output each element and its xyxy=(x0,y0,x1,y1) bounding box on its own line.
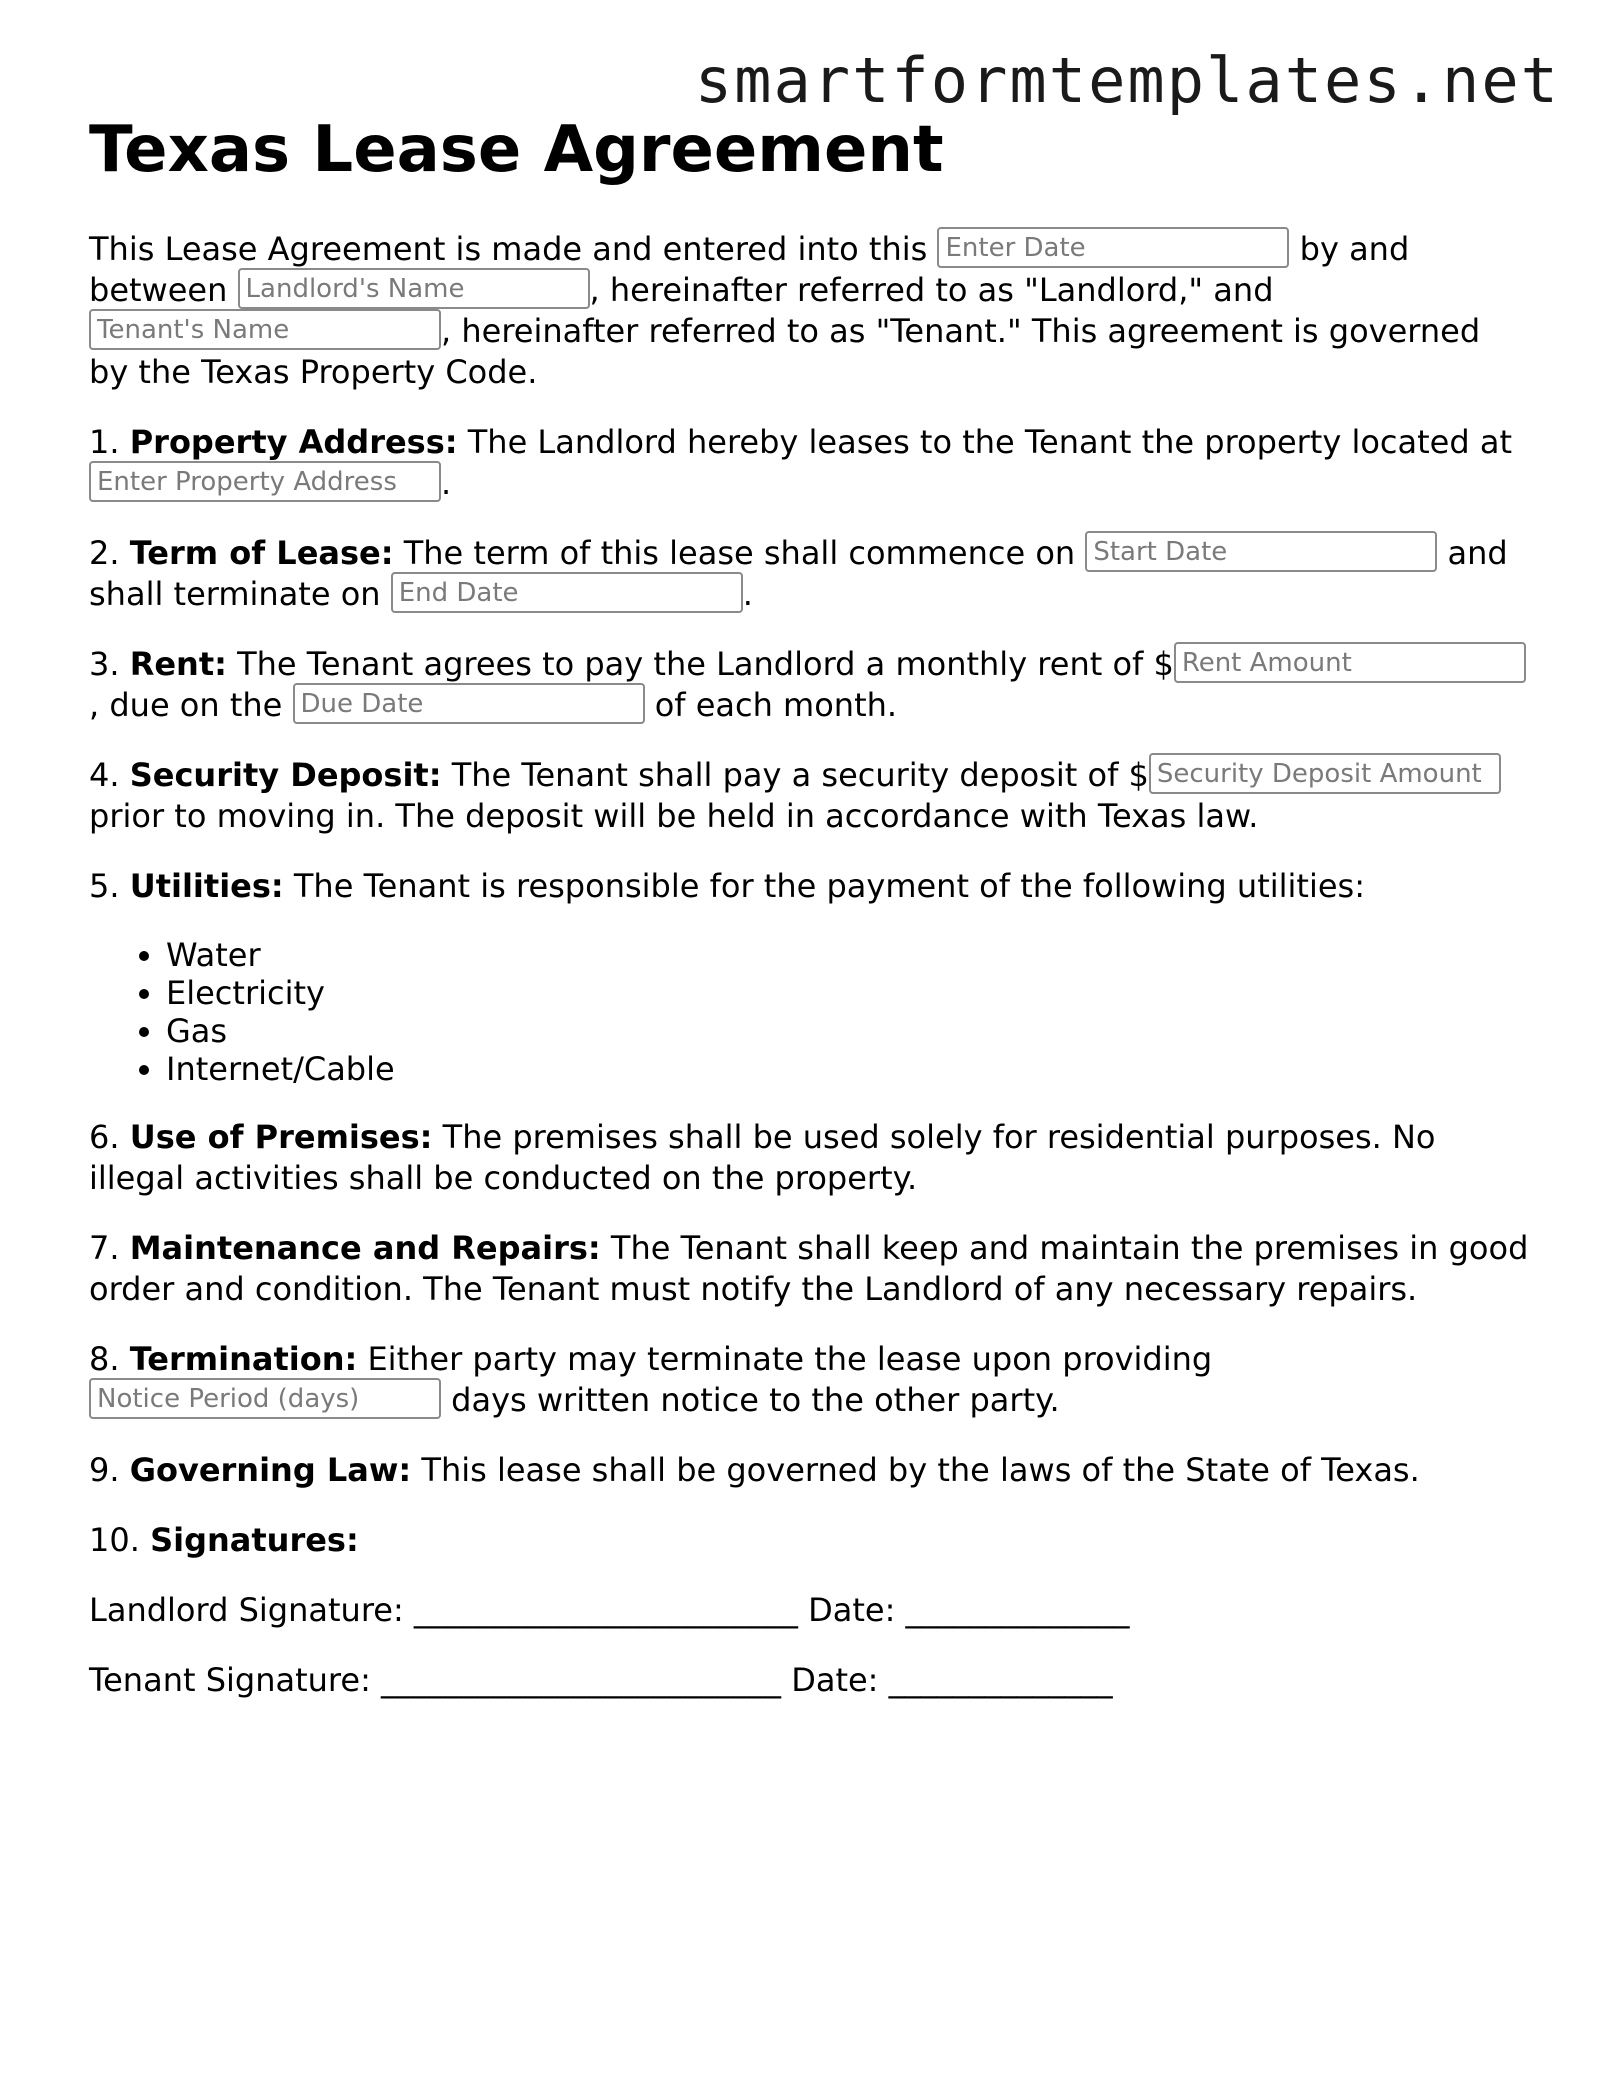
lease-document xyxy=(89,112,1529,1730)
section-text-1: Either party may terminate the lease upon providing xyxy=(367,1339,1213,1378)
section-heading: Security Deposit: xyxy=(129,755,442,794)
security-deposit-input[interactable] xyxy=(1149,753,1501,794)
landlord-name-input[interactable] xyxy=(238,268,590,309)
section-number: 3. xyxy=(89,644,120,683)
section-governing-law xyxy=(89,1450,1529,1491)
section-number: 10. xyxy=(89,1520,140,1559)
notice-period-input[interactable] xyxy=(89,1378,441,1419)
tenant-name-input[interactable] xyxy=(89,309,441,350)
section-heading: Property Address: xyxy=(129,422,458,461)
utilities-list xyxy=(89,936,1529,1088)
section-utilities xyxy=(89,866,1529,907)
intro-text-3: , hereinafter referred to as "Landlord," and xyxy=(589,270,1274,309)
section-text-2: days written notice to the other party. xyxy=(451,1380,1060,1419)
section-text: The Tenant shall keep and maintain the premises in good order and condition. The Tenant must notify the Landlord of any necessary repairs. xyxy=(89,1228,1529,1308)
section-number: 5. xyxy=(89,866,120,905)
list-item: • Internet/Cable xyxy=(166,1050,1529,1088)
rent-amount-input[interactable] xyxy=(1174,642,1526,683)
section-text-2: and shall terminate on xyxy=(89,533,1508,613)
section-text-2: , due on the xyxy=(89,685,283,724)
section-number: 1. xyxy=(89,422,120,461)
section-termination xyxy=(89,1339,1529,1421)
section-security-deposit xyxy=(89,755,1529,837)
section-number: 7. xyxy=(89,1228,120,1267)
section-heading: Signatures: xyxy=(150,1520,359,1559)
section-heading: Termination: xyxy=(129,1339,358,1378)
section-rent xyxy=(89,644,1529,726)
section-heading: Governing Law: xyxy=(129,1450,412,1489)
section-text-1: The Tenant shall pay a security deposit of $ xyxy=(451,755,1149,794)
section-text-1: The term of this lease shall commence on xyxy=(403,533,1076,572)
end-date-input[interactable] xyxy=(391,572,743,613)
section-heading: Rent: xyxy=(129,644,227,683)
intro-text-2: by and between xyxy=(89,229,1410,309)
section-text-end: . xyxy=(742,574,753,613)
intro-paragraph xyxy=(89,229,1529,393)
landlord-signature-label: Landlord Signature: ________________________ xyxy=(89,1590,798,1629)
list-item: • Electricity xyxy=(166,974,1529,1012)
section-use-of-premises xyxy=(89,1117,1529,1199)
section-heading: Maintenance and Repairs: xyxy=(129,1228,601,1267)
agreement-date-input[interactable] xyxy=(937,227,1289,268)
section-number: 6. xyxy=(89,1117,120,1156)
section-heading: Term of Lease: xyxy=(129,533,394,572)
list-item: • Gas xyxy=(166,1012,1529,1050)
section-number: 4. xyxy=(89,755,120,794)
start-date-input[interactable] xyxy=(1085,531,1437,572)
section-number: 8. xyxy=(89,1339,120,1378)
section-maintenance xyxy=(89,1228,1529,1310)
section-property-address xyxy=(89,422,1529,504)
list-item: • Water xyxy=(166,936,1529,974)
section-text-1: The Tenant agrees to pay the Landlord a monthly rent of $ xyxy=(237,644,1174,683)
section-text: This lease shall be governed by the laws of the State of Texas. xyxy=(421,1450,1420,1489)
section-signatures xyxy=(89,1520,1529,1561)
section-text: The premises shall be used solely for residential purposes. No illegal activities shall be conducted on the property. xyxy=(89,1117,1436,1197)
due-date-input[interactable] xyxy=(293,683,645,724)
section-text: The Landlord hereby leases to the Tenant the property located at xyxy=(467,422,1512,461)
section-term-of-lease xyxy=(89,533,1529,615)
tenant-signature-line xyxy=(89,1660,1529,1701)
section-text-end: . xyxy=(441,463,452,502)
landlord-signature-line xyxy=(89,1590,1529,1631)
watermark: smartformtemplates.net xyxy=(694,44,1560,117)
section-number: 9. xyxy=(89,1450,120,1489)
tenant-signature-label: Tenant Signature: _________________________ xyxy=(89,1660,782,1699)
property-address-input[interactable] xyxy=(89,461,441,502)
section-text-2: prior to moving in. The deposit will be held in accordance with Texas law. xyxy=(89,796,1259,835)
section-text: The Tenant is responsible for the payment of the following utilities: xyxy=(293,866,1365,905)
intro-text-4: , hereinafter referred to as "Tenant." This agreement is governed by the Texas Property Code. xyxy=(89,311,1481,391)
section-heading: Use of Premises: xyxy=(129,1117,433,1156)
section-heading: Utilities: xyxy=(129,866,284,905)
section-number: 2. xyxy=(89,533,120,572)
intro-text-1: This Lease Agreement is made and entered into this xyxy=(89,229,928,268)
tenant-date-label: Date: ______________ xyxy=(791,1660,1113,1699)
section-text-3: of each month. xyxy=(654,685,898,724)
page-title: Texas Lease Agreement xyxy=(89,113,944,187)
landlord-date-label: Date: ______________ xyxy=(808,1590,1130,1629)
